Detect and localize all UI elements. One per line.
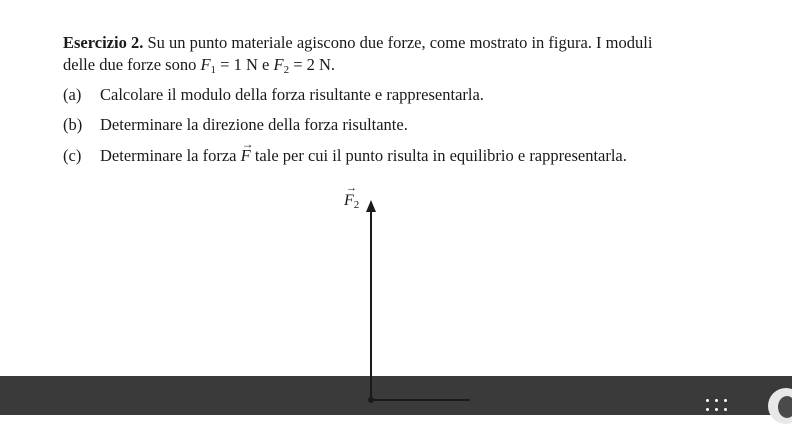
item-c-text-before: Determinare la forza <box>100 146 237 165</box>
f1-value: = 1 N <box>220 55 258 74</box>
f2-value: = 2 N. <box>293 55 336 74</box>
item-a-label: (a) <box>63 85 82 104</box>
item-b-text: Determinare la direzione della forza risultante. <box>100 115 408 134</box>
item-c-text-after: tale per cui il punto risulta in equilibrio e rappresentarla. <box>254 146 627 165</box>
f2-symbol: F <box>273 55 284 74</box>
force-f-letter: F <box>240 146 251 165</box>
point-mass-overlay <box>368 397 374 403</box>
exercise-title: Esercizio 2. <box>63 33 144 52</box>
f2-figure-subscript: 2 <box>353 199 360 211</box>
item-c-label: (c) <box>63 146 82 165</box>
f2-subscript: 2 <box>283 64 290 76</box>
f2-figure-arrow-icon: → <box>346 182 357 194</box>
conjunction: e <box>262 55 270 74</box>
f2-figure-letter: F <box>344 192 354 209</box>
vector-arrow-icon: → <box>241 137 254 151</box>
f1-subscript: 1 <box>210 64 217 76</box>
intro-text-2: delle due forze sono <box>63 55 197 74</box>
more-dots-icon[interactable] <box>704 395 734 415</box>
item-a-text: Calcolare il modulo della forza risultante e rappresentarla. <box>100 85 484 104</box>
item-b-label: (b) <box>63 115 83 134</box>
intro-text-1: Su un punto materiale agiscono due forze, come mostrato in figura. I moduli <box>147 33 653 52</box>
f1-symbol: F <box>200 55 211 74</box>
